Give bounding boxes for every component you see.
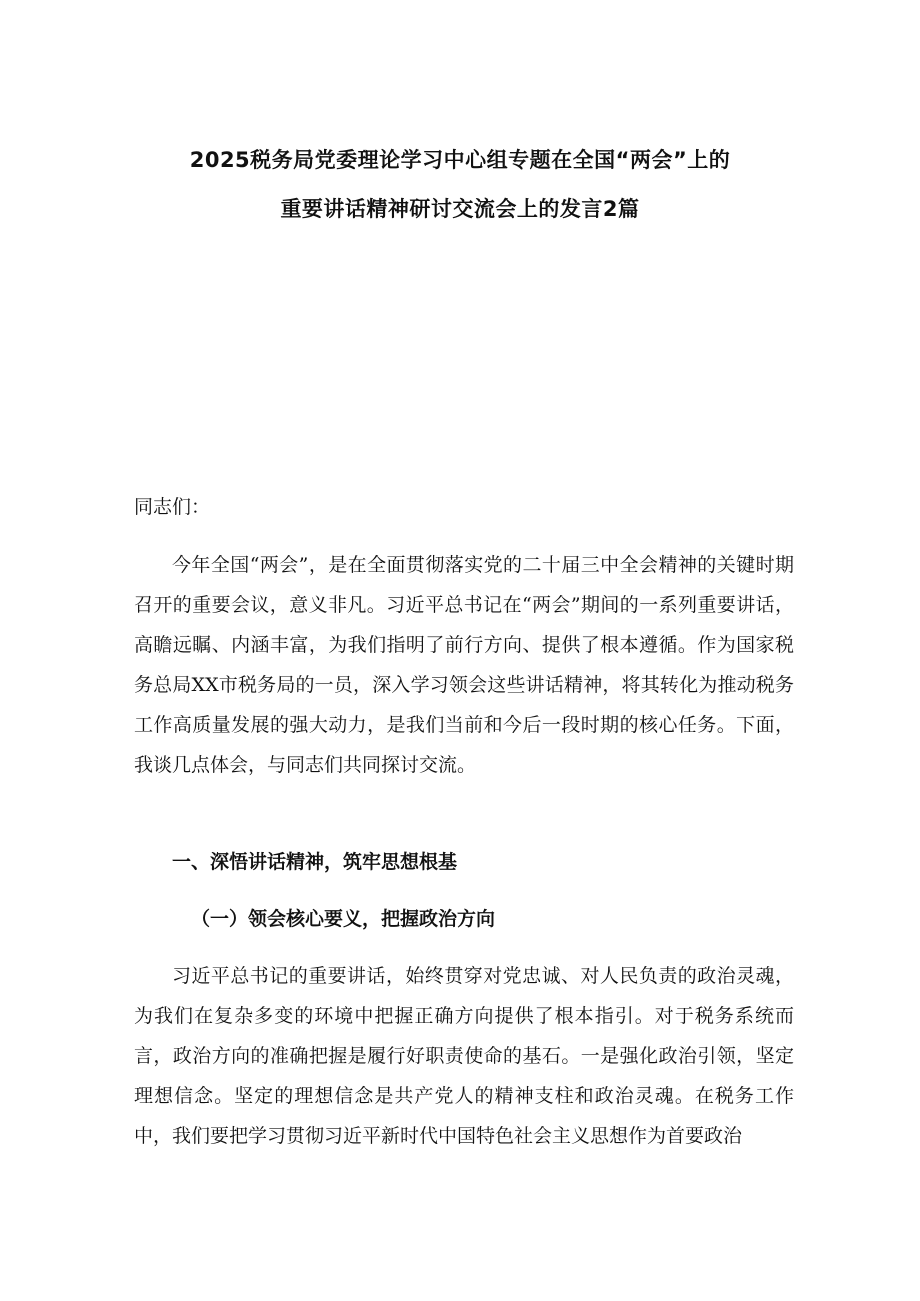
subsection-heading-1: （一）领会核心要义，把握政治方向	[191, 908, 496, 930]
section-heading-1: 一、深悟讲话精神，筑牢思想根基	[172, 851, 458, 873]
document-title-line-2: 重要讲话精神研讨交流会上的发言2篇	[280, 197, 640, 221]
document-title-line-1: 2025税务局党委理论学习中心组专题在全国“两会”上的	[189, 148, 731, 172]
paragraph-intro: 今年全国“两会”，是在全面贯彻落实党的二十届三中全会精神的关键时期召开的重要会议，意义非凡。习近平总书记在“两会”期间的一系列重要讲话，高瞻远瞩、内涵丰富，为我们指明了前行方向、提供了根本遵循。作为国家税务总局XX市税务局的一员，深入学习领会这些讲话精神，将其转化为推动税务工作高质量发展的强大动力，是我们当前和今后一段时期的核心任务。下面，我谈几点体会，与同志们共同探讨交流。	[134, 554, 794, 776]
salutation: 同志们：	[134, 496, 211, 518]
paragraph-subsection-1: 习近平总书记的重要讲话，始终贯穿对党忠诚、对人民负责的政治灵魂，为我们在复杂多变的环境中把握正确方向提供了根本指引。对于税务系统而言，政治方向的准确把握是履行好职责使命的基石。一是强化政治引领，坚定理想信念。坚定的理想信念是共产党人的精神支柱和政治灵魂。在税务工作中，我们要把学习贯彻习近平新时代中国特色社会主义思想作为首要政治	[134, 965, 794, 1147]
